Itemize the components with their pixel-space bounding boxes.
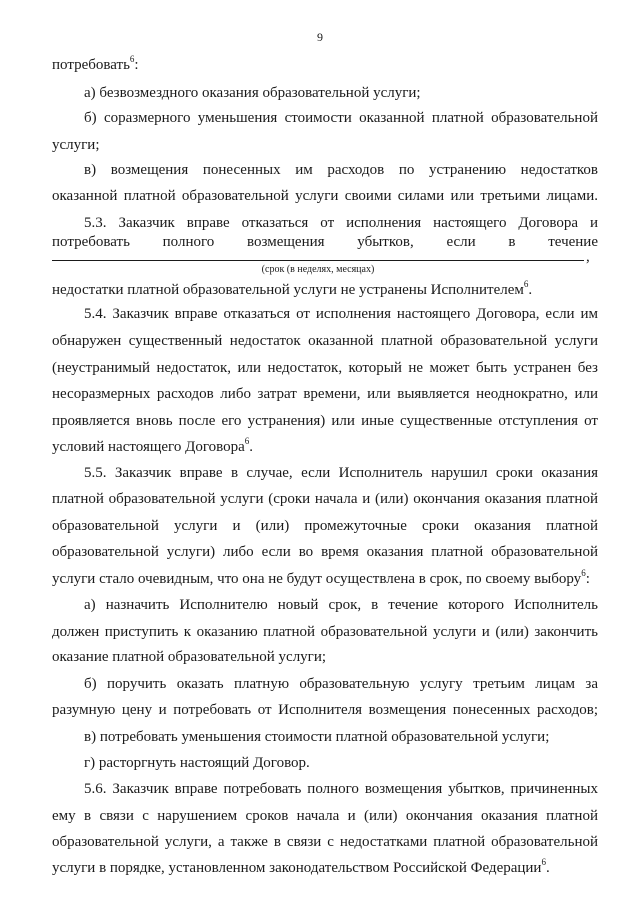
- text-line: образовательной услуги, а также в связи с недостатками платной образовательной: [52, 834, 598, 850]
- text-line: разумную цену и потребовать от Исполнителя возмещения понесенных расходов;: [52, 702, 598, 718]
- text-line: г) расторгнуть настоящий Договор.: [84, 755, 310, 771]
- text-line: несоразмерных расходов либо затрат времени, или выявляется неоднократно, или: [52, 386, 598, 402]
- text-line: обнаружен существенный недостаток оказанной платной образовательной услуги: [52, 333, 598, 349]
- text-line: ему в связи с нарушением сроков начала и (или) окончания оказания платной: [52, 808, 598, 824]
- text-line: должен приступить к оказанию платной образовательной услуги и (или) закончить: [52, 624, 598, 640]
- text-line: оказанной платной образовательной услуги своими силами или третьими лицами.: [52, 188, 598, 204]
- blank-caption: (срок (в неделях, месяцах): [261, 264, 375, 275]
- text-line: б) соразмерного уменьшения стоимости оказанной платной образовательной: [84, 110, 598, 126]
- footnote-mark: 6: [541, 857, 546, 867]
- text-line: в) возмещения понесенных им расходов по устранению недостатков: [84, 162, 598, 178]
- text-line: услуги;: [52, 137, 100, 153]
- text-line: а) безвозмездного оказания образовательной услуги;: [84, 85, 421, 101]
- text-line: услуги стало очевидным, что она не будут осуществлена в срок, по своему выбору$^6$:: [52, 568, 590, 587]
- text-line: а) назначить Исполнителю новый срок, в течение которого Исполнитель: [84, 597, 598, 613]
- text-line: образовательной услуги) либо если во время оказания платной образовательной: [52, 544, 598, 560]
- text-line: платной образовательной услуги (сроки начала и (или) окончания оказания платной: [52, 491, 598, 507]
- text-line: в) потребовать уменьшения стоимости платной образовательной услуги;: [84, 729, 550, 745]
- text-line: потребовать полного возмещения убытков, если в течение: [52, 234, 598, 250]
- text-line: проявляется вновь после его устранения) или иные существенные отступления от: [52, 413, 598, 429]
- blank-comma: ,: [586, 249, 590, 265]
- text-line: б) поручить оказать платную образовательную услугу третьим лицам за: [84, 676, 598, 692]
- text-line: 5.5. Заказчик вправе в случае, если Исполнитель нарушил сроки оказания: [84, 465, 598, 481]
- footnote-mark: 6: [129, 54, 135, 64]
- text-line: оказание платной образовательной услуги;: [52, 649, 327, 665]
- footnote-mark: 6: [581, 568, 586, 578]
- text-line: 5.3. Заказчик вправе отказаться от исполнения настоящего Договора и: [84, 215, 598, 231]
- fill-in-blank-line: [52, 260, 584, 261]
- text-line: 5.6. Заказчик вправе потребовать полного возмещения убытков, причиненных: [84, 781, 598, 797]
- footnote-mark: 6: [523, 279, 529, 289]
- text-line: услуги в порядке, установленном законодательством Российской Федерации$^6$.: [52, 857, 550, 876]
- text-line: (неустранимый недостаток, или недостаток, который не может быть устранен без: [52, 360, 598, 376]
- text-line: условий настоящего Договора$^6$.: [52, 436, 253, 455]
- text-line: 5.4. Заказчик вправе отказаться от исполнения настоящего Договора, если им: [84, 306, 598, 322]
- text-line: образовательной услуги и (или) промежуточные сроки оказания платной: [52, 518, 598, 534]
- text-line: недостатки платной образовательной услуги не устранены Исполнителем$^6$.: [52, 279, 533, 298]
- footnote-mark: 6: [244, 436, 250, 446]
- page-number: 9: [317, 30, 323, 44]
- text-line: потребовать$^6$:: [52, 54, 139, 73]
